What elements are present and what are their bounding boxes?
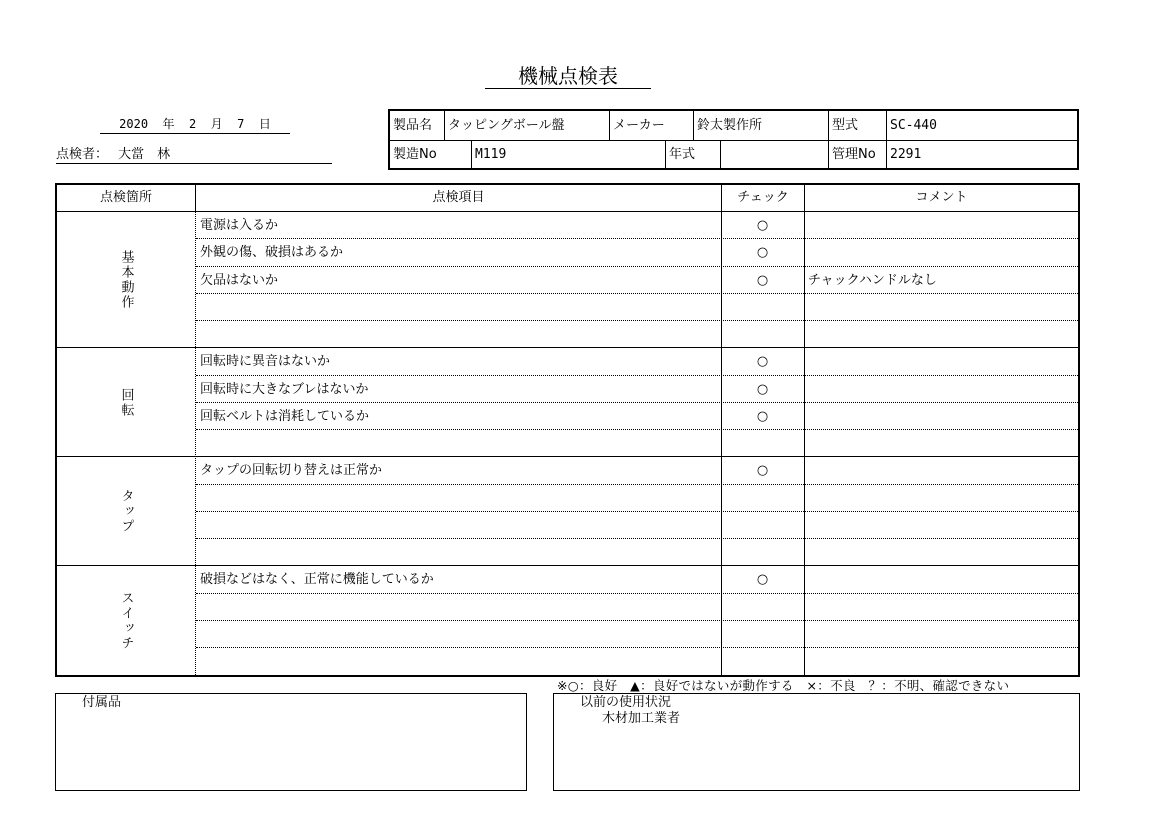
year-value: [721, 141, 828, 168]
table-row-item: [196, 512, 721, 539]
date-month: 2: [188, 117, 197, 131]
section-label-text: タップ: [118, 489, 134, 535]
table-row-check: [721, 539, 804, 566]
section-label: [57, 566, 195, 675]
page-title: 機械点検表: [485, 64, 651, 89]
serial-value: M119: [475, 147, 507, 162]
table-row-comment: [804, 294, 1078, 321]
table-row-check: ○: [756, 463, 769, 479]
header-check: チェック: [737, 190, 789, 205]
section-label: [57, 212, 195, 348]
table-row-item: [196, 294, 721, 321]
table-row-item: [196, 539, 721, 566]
serial-label: 製造No: [393, 147, 437, 162]
table-row-item: [196, 321, 721, 348]
table-row-item: 電源は入るか: [200, 218, 279, 233]
table-row-check: [721, 594, 804, 621]
table-row-item: 破損などはなく、正常に機能しているか: [200, 572, 434, 588]
table-row-item: 欠品はないか: [200, 272, 279, 288]
table-row-item: [196, 594, 721, 621]
table-row-comment: [804, 321, 1078, 348]
table-row-check: ○: [756, 408, 769, 424]
table-row-comment: [804, 430, 1078, 457]
table-row-item: タップの回転切り替えは正常か: [200, 463, 383, 479]
maker-value: 鈴太製作所: [697, 118, 763, 133]
header-comment: コメント: [915, 190, 968, 205]
mgmt-label: 管理No: [832, 147, 876, 162]
table-row-check: [721, 430, 804, 457]
legend: ※○：良好 ▲：良好ではないが動作する ×：不良 ？：不明、確認できない: [557, 678, 1010, 693]
section-label-text: 回転: [118, 387, 134, 418]
section-label-text: スイッチ: [118, 590, 134, 651]
inspection-date: [100, 116, 290, 134]
table-row-comment: [804, 348, 1078, 375]
table-row-comment: [804, 485, 1078, 512]
table-row-item: [196, 621, 721, 648]
table-row-comment: [804, 621, 1078, 648]
table-row-comment: チャックハンドルなし: [808, 272, 937, 288]
accessories-box: [55, 693, 527, 791]
inspector-name: 大當 林: [118, 147, 171, 162]
table-row-check: [721, 485, 804, 512]
table-row-comment: [804, 212, 1078, 239]
table-row-comment: [804, 512, 1078, 539]
table-row-item: [196, 648, 721, 675]
inspector-line: [56, 146, 332, 164]
product-name-value: タッピングボール盤: [448, 118, 565, 133]
date-year: 2020: [119, 117, 149, 131]
table-row-check: [721, 648, 804, 675]
table-row-check: ○: [756, 381, 769, 397]
table-row-check: [721, 294, 804, 321]
mgmt-value: 2291: [890, 147, 922, 162]
table-row-item: 外観の傷、破損はあるか: [200, 245, 344, 261]
history-box: [553, 693, 1080, 791]
table-row-comment: [804, 376, 1078, 403]
inspection-table: [55, 183, 1080, 677]
table-row-item: 回転時に大きなブレはないか: [200, 381, 369, 397]
table-row-comment: [804, 457, 1078, 484]
table-row-check: [721, 321, 804, 348]
section-label: [57, 457, 195, 566]
product-name-label: 製品名: [393, 118, 433, 133]
product-info-table: [388, 109, 1079, 170]
date-day: 7: [237, 117, 245, 131]
table-row-comment: [804, 403, 1078, 430]
table-row-comment: [804, 566, 1078, 593]
header-location: 点検箇所: [99, 190, 152, 205]
table-row-item: 回転ベルトは消耗しているか: [200, 408, 370, 424]
table-row-check: ○: [756, 245, 769, 261]
header-item: 点検項目: [432, 190, 485, 205]
table-row-check: [721, 512, 804, 539]
model-label: 型式: [832, 118, 859, 133]
year-label: 年式: [669, 147, 696, 162]
table-row-check: [721, 621, 804, 648]
table-row-item: 回転時に異音はないか: [200, 354, 331, 370]
date-month-unit: 月: [210, 117, 223, 131]
table-row-item: [196, 485, 721, 512]
table-row-check: ○: [756, 272, 769, 288]
date-day-unit: 日: [258, 117, 271, 131]
section-label: [57, 348, 195, 457]
model-value: SC-440: [890, 118, 937, 133]
history-label: 以前の使用状況: [580, 695, 672, 710]
table-row-comment: [804, 594, 1078, 621]
inspector-label: 点検者：: [56, 147, 109, 162]
table-row-comment: [804, 648, 1078, 675]
table-row-item: [196, 430, 721, 457]
maker-label: メーカー: [613, 118, 665, 133]
table-row-comment: [804, 539, 1078, 566]
table-row-check: ○: [756, 218, 769, 233]
table-row-check: ○: [756, 572, 769, 588]
section-label-text: 基本動作: [118, 250, 134, 311]
date-year-unit: 年: [162, 117, 175, 131]
table-row-comment: [804, 239, 1078, 266]
accessories-label: 付属品: [82, 695, 122, 710]
history-value: 木材加工業者: [602, 711, 681, 726]
table-row-check: ○: [756, 354, 769, 370]
